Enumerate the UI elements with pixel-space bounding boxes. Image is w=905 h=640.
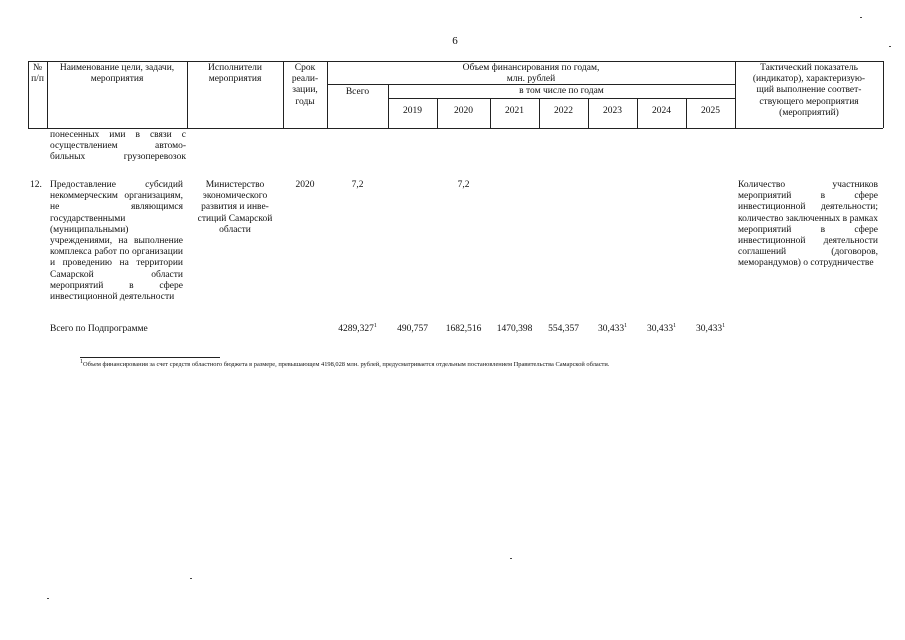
total-2021: 1470,398 <box>496 324 533 334</box>
continuation-text: понесенных ими в связи с осуществлением автомо- бильных грузоперевозок <box>50 130 186 163</box>
total-all-footnote-mark: 1 <box>373 322 377 329</box>
total-2020: 1682,516 <box>445 324 482 334</box>
header-indicator: Тактический показатель (индикатор), характеризую- щий выполнение соответ- ствующего мероприятия (мероприятий) <box>752 63 866 118</box>
header-by-years: в том числе по годам <box>519 86 604 96</box>
header-executor: Исполнители мероприятия <box>208 63 262 85</box>
header-year-2019: 2019 <box>403 106 422 116</box>
row12-executor: Министерство экономического развития и инве- стиций Самарской области <box>197 180 273 235</box>
total-2024-footnote-mark: 1 <box>673 322 677 329</box>
header-year-2023: 2023 <box>603 106 622 116</box>
page-number: 6 <box>452 35 458 47</box>
header-year-2021: 2021 <box>505 106 524 116</box>
footnote <box>80 358 610 368</box>
scan-speck <box>889 46 891 47</box>
header-year-2025: 2025 <box>701 106 720 116</box>
table-top-border <box>28 61 883 62</box>
total-2024 <box>637 324 686 335</box>
total-2023-value: 30,433 <box>597 324 625 334</box>
header-year-2022: 2022 <box>554 106 573 116</box>
total-2023 <box>588 324 637 335</box>
total-2025-footnote-mark: 1 <box>722 322 726 329</box>
scan-speck <box>190 578 192 579</box>
header-bottom-border <box>28 128 883 129</box>
total-2022: 554,357 <box>548 324 579 334</box>
header-name: Наименование цели, задачи, мероприятия <box>59 63 175 85</box>
total-all-value: 4289,327 <box>338 324 374 334</box>
header-year-2020: 2020 <box>454 106 473 116</box>
header-num: № п/п <box>31 63 44 85</box>
row12-term: 2020 <box>295 180 315 190</box>
total-2023-footnote-mark: 1 <box>624 322 628 329</box>
col-border-13 <box>883 61 884 128</box>
total-2025-value: 30,433 <box>695 324 723 334</box>
scan-speck <box>510 558 512 559</box>
total-all <box>327 324 388 335</box>
scan-speck <box>47 598 49 599</box>
header-term: Срок реали- зации, годы <box>291 63 319 107</box>
row12-indicator: Количество участников мероприятий в сфере инвестиционной деятельности; количество заключенных в рамках мероприятий в сфере инвестиционной деятельности соглашений (договоров, меморандумов) о сотрудничестве <box>738 180 878 269</box>
footnote-separator <box>80 357 220 358</box>
footnote-marker: 1 <box>80 358 83 365</box>
total-2024-value: 30,433 <box>646 324 674 334</box>
row12-total: 7,2 <box>351 180 364 190</box>
header-year-2024: 2024 <box>652 106 671 116</box>
years-subheader-line <box>388 98 735 99</box>
footnote-text: Объем финансирования за счет средств областного бюджета в размере, превышающем 4198,028 млн. рублей, предусматривается отдельным постановлением Правительства Самарской области. <box>83 361 610 368</box>
row12-number: 12. <box>30 180 42 190</box>
header-total: Всего <box>345 87 370 97</box>
row12-y2020: 7,2 <box>457 180 470 190</box>
scan-speck <box>860 17 862 18</box>
row12-name: Предоставление субсидий некоммерческим организациям, не являющимся государственными (муниципальными) учреждениями, на выполнение комплекса работ по организации и проведению на территории Самарской области мероприятий в сфере инвестиционной деятельности <box>50 180 183 303</box>
total-2025 <box>686 324 735 335</box>
total-label: Всего по Подпрограмме <box>50 324 148 334</box>
total-2019: 490,757 <box>397 324 428 334</box>
header-funding: Объем финансирования по годам, млн. рублей <box>462 63 600 85</box>
